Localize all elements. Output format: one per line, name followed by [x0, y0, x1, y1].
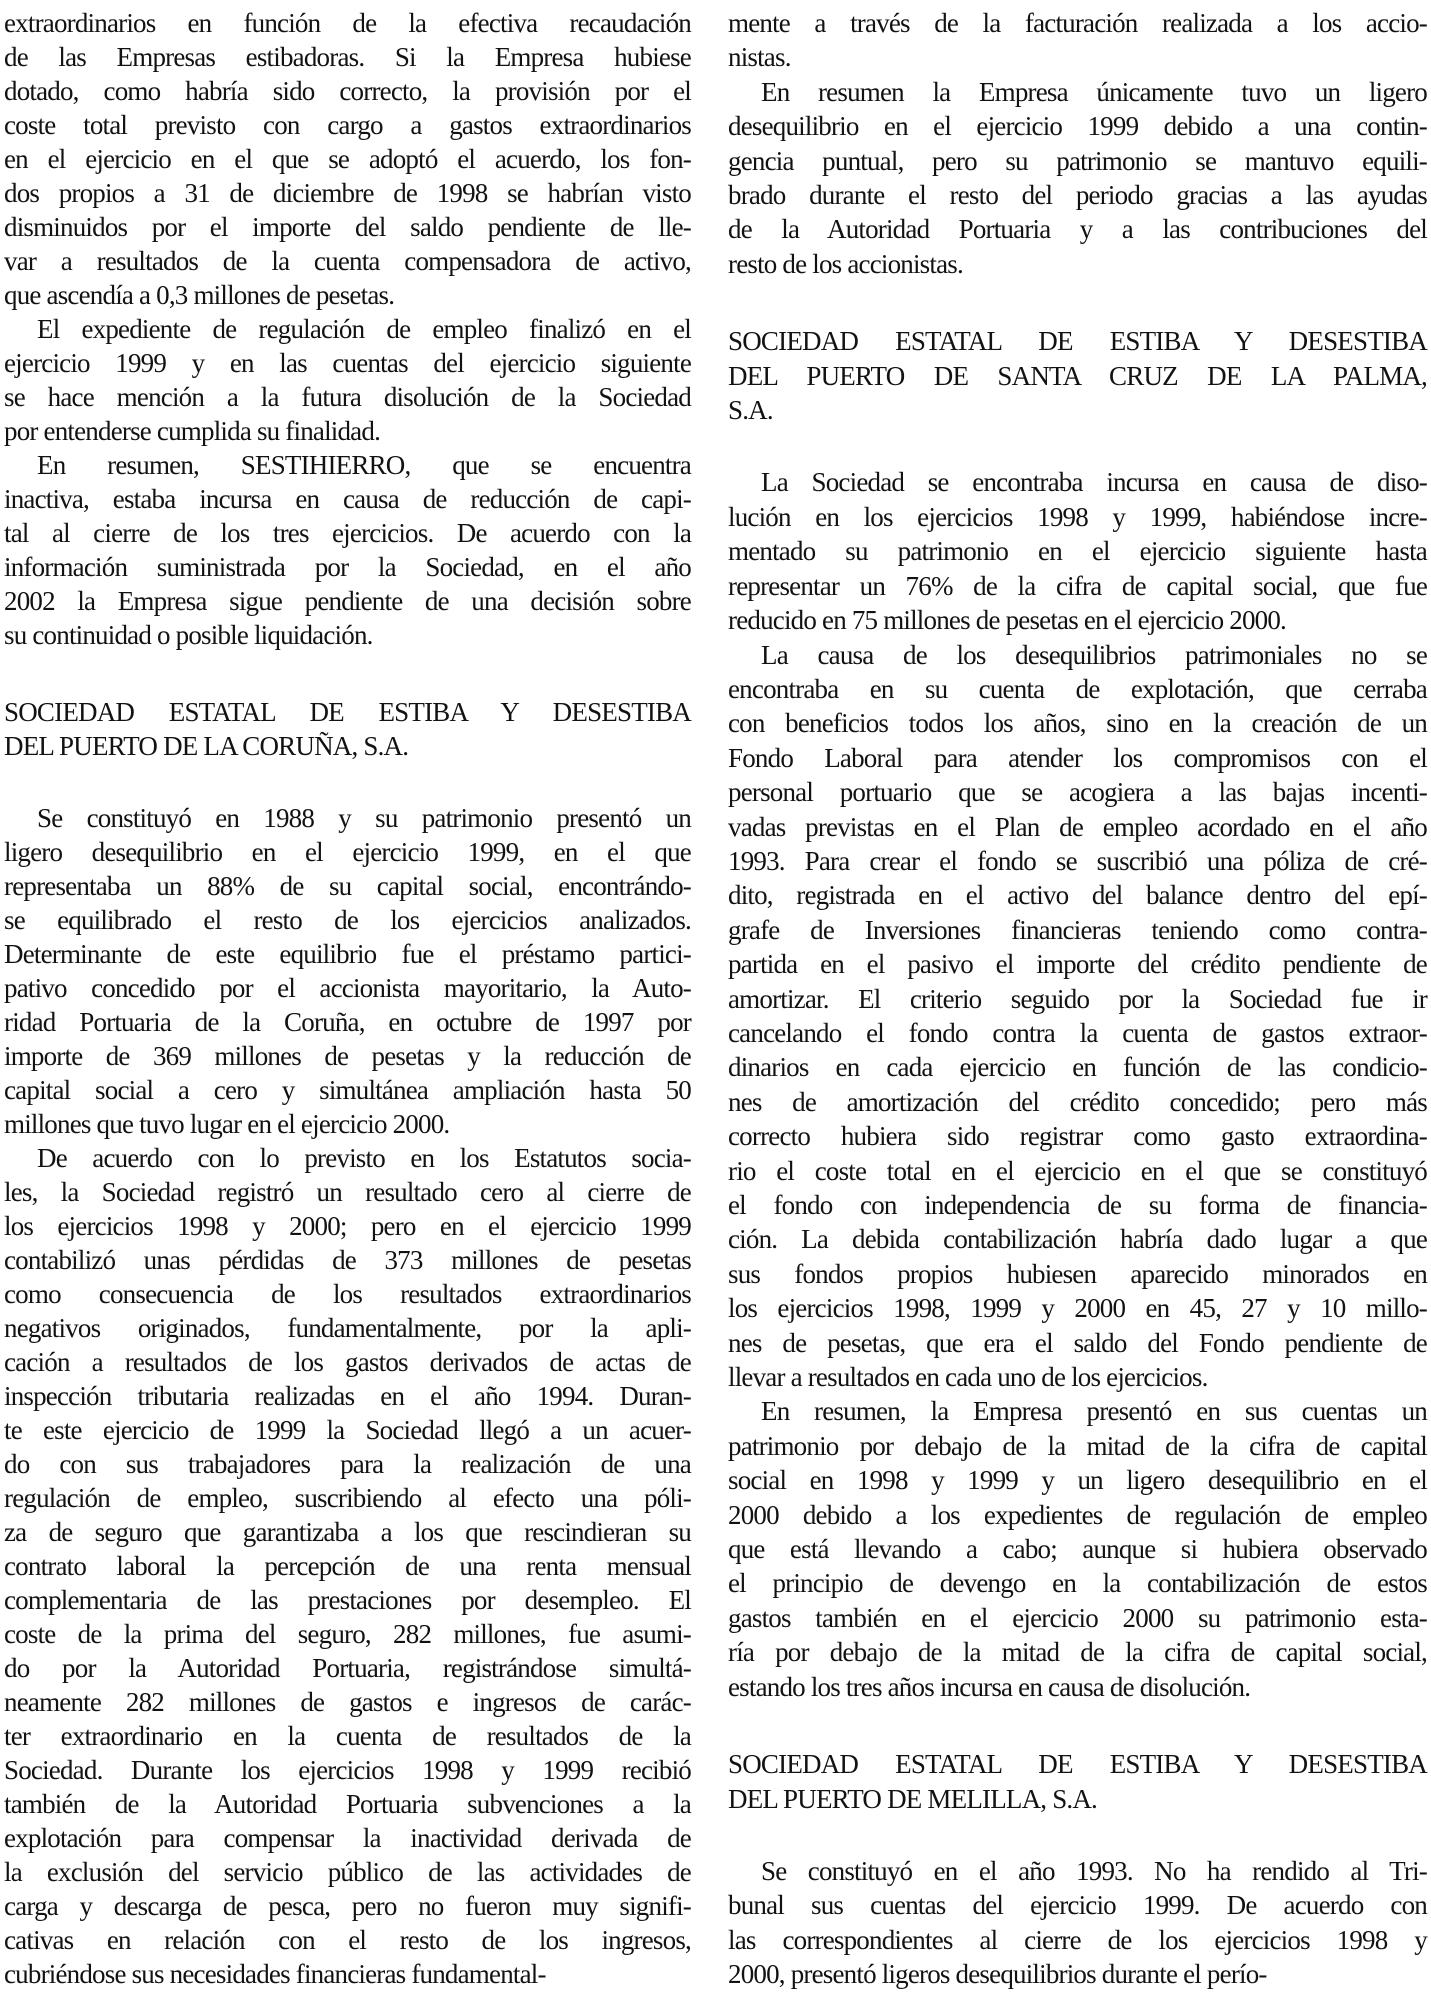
- text-line: extraordinarios en función de la efectiva recaudación: [4, 8, 691, 38]
- text-line: cativas en relación con el resto de los ingresos,: [4, 1925, 691, 1955]
- text-column-left: [4, 6, 691, 1991]
- text-line: En resumen la Empresa únicamente tuvo un ligero: [761, 76, 1427, 107]
- text-line: dotado, como habría sido correcto, la provisión por el: [4, 76, 691, 106]
- text-line: do con sus trabajadores para la realización de una: [4, 1449, 691, 1479]
- heading-line: S.A.: [728, 395, 773, 426]
- text-line: los ejercicios 1998, 1999 y 2000 en 45, 27 y 10 millo-: [728, 1293, 1427, 1324]
- text-line: los ejercicios 1998 y 2000; pero en el ejercicio 1999: [4, 1211, 691, 1241]
- text-line: contabilizó unas pérdidas de 373 millones de pesetas: [4, 1245, 691, 1275]
- text-line: encontraba en su cuenta de explotación, que cerraba: [728, 673, 1427, 704]
- text-line: mentado su patrimonio en el ejercicio siguiente hasta: [728, 536, 1427, 567]
- text-line: ligero desequilibrio en el ejercicio 1999, en el que: [4, 837, 691, 867]
- heading-line: SOCIEDAD ESTATAL DE ESTIBA Y DESESTIBA: [728, 326, 1427, 357]
- text-line: su continuidad o posible liquidación.: [4, 620, 373, 650]
- text-line: información suministrada por la Sociedad, en el año: [4, 552, 691, 582]
- text-line: el fondo con independencia de su forma de financia-: [728, 1190, 1427, 1220]
- text-line: por entenderse cumplida su finalidad.: [4, 416, 381, 446]
- text-line: con beneficios todos los años, sino en la creación de un: [728, 708, 1427, 739]
- text-line: amortizar. El criterio seguido por la Sociedad fue ir: [728, 983, 1427, 1014]
- text-line: sus fondos propios hubiesen aparecido minorados en: [728, 1258, 1427, 1289]
- text-line: ter extraordinario en la cuenta de resultados de la: [4, 1721, 691, 1751]
- text-line: ción. La debida contabilización habría dado lugar a que: [728, 1224, 1427, 1255]
- text-line: patrimonio por debajo de la mitad de la cifra de capital: [728, 1430, 1427, 1461]
- text-line: cubriéndose sus necesidades financieras fundamental-: [4, 1959, 546, 1989]
- text-line: tal al cierre de los tres ejercicios. De acuerdo con la: [4, 518, 691, 548]
- text-line: les, la Sociedad registró un resultado cero al cierre de: [4, 1177, 691, 1207]
- text-line: En resumen, la Empresa presentó en sus cuentas un: [761, 1396, 1427, 1427]
- text-line: social en 1998 y 1999 y un ligero desequilibrio en el: [728, 1465, 1427, 1496]
- text-line: 1993. Para crear el fondo se suscribió una póliza de cré-: [728, 845, 1427, 876]
- text-line: regulación de empleo, suscribiendo al efecto una póli-: [4, 1483, 691, 1513]
- text-line: Sociedad. Durante los ejercicios 1998 y 1999 recibió: [4, 1755, 691, 1785]
- text-line: se hace mención a la futura disolución de la Sociedad: [4, 382, 691, 412]
- paragraph: [728, 1394, 1427, 1704]
- text-line: 2002 la Empresa sigue pendiente de una decisión sobre: [4, 586, 691, 616]
- text-line: coste total previsto con cargo a gastos extraordinarios: [4, 110, 691, 140]
- text-line: pativo concedido por el accionista mayoritario, la Auto-: [4, 973, 691, 1003]
- text-line: millones que tuvo lugar en el ejercicio 2000.: [4, 1109, 450, 1139]
- text-line: brado durante el resto del periodo gracias a las ayudas: [728, 180, 1427, 211]
- text-line: inspección tributaria realizadas en el año 1994. Duran-: [4, 1381, 691, 1411]
- heading-line: SOCIEDAD ESTATAL DE ESTIBA Y DESESTIBA: [4, 697, 691, 727]
- text-line: capital social a cero y simultánea ampliación hasta 50: [4, 1075, 691, 1105]
- paragraph: [4, 801, 691, 1141]
- text-line: disminuidos por el importe del saldo pendiente de lle-: [4, 212, 691, 242]
- text-line: carga y descarga de pesca, pero no fueron muy signifi-: [4, 1891, 691, 1921]
- text-line: negativos originados, fundamentalmente, por la apli-: [4, 1313, 691, 1343]
- text-line: 2000, presentó ligeros desequilibrios durante el perío-: [728, 1959, 1267, 1990]
- paragraph: [4, 448, 691, 652]
- text-line: En resumen, SESTIHIERRO, que se encuentra: [37, 450, 691, 480]
- text-line: ría por debajo de la mitad de la cifra de capital social,: [728, 1637, 1427, 1668]
- text-line: Fondo Laboral para atender los compromisos con el: [728, 742, 1427, 773]
- text-line: desequilibrio en el ejercicio 1999 debido a una contin-: [728, 111, 1427, 142]
- section-heading: [728, 324, 1427, 427]
- text-line: dos propios a 31 de diciembre de 1998 se habrían visto: [4, 178, 691, 208]
- text-line: lución en los ejercicios 1998 y 1999, habiéndose incre-: [728, 501, 1427, 532]
- text-line: dinarios en cada ejercicio en función de las condicio-: [728, 1052, 1427, 1083]
- text-line: el principio de devengo en la contabilización de estos: [728, 1568, 1427, 1599]
- text-line: en el ejercicio en el que se adoptó el acuerdo, los fon-: [4, 144, 691, 174]
- heading-line: SOCIEDAD ESTATAL DE ESTIBA Y DESESTIBA: [728, 1749, 1427, 1780]
- text-line: coste de la prima del seguro, 282 millones, fue asumi-: [4, 1619, 691, 1649]
- text-line: de las Empresas estibadoras. Si la Empresa hubiese: [4, 42, 691, 72]
- text-line: nes de pesetas, que era el saldo del Fondo pendiente de: [728, 1327, 1427, 1358]
- text-line: nistas.: [728, 42, 791, 73]
- paragraph: [728, 638, 1427, 1395]
- paragraph: [4, 1141, 691, 1991]
- text-line: grafe de Inversiones financieras teniendo como contra-: [728, 914, 1427, 945]
- text-line: neamente 282 millones de gastos e ingresos de carác-: [4, 1687, 691, 1717]
- text-line: importe de 369 millones de pesetas y la reducción de: [4, 1041, 691, 1071]
- text-line: vadas previstas en el Plan de empleo acordado en el año: [728, 811, 1427, 842]
- heading-line: DEL PUERTO DE LA CORUÑA, S.A.: [4, 731, 409, 761]
- text-line: personal portuario que se acogiera a las bajas incenti-: [728, 777, 1427, 808]
- text-line: la exclusión del servicio público de las actividades de: [4, 1857, 691, 1887]
- text-line: mente a través de la facturación realizada a los accio-: [728, 8, 1427, 38]
- heading-line: DEL PUERTO DE MELILLA, S.A.: [728, 1783, 1098, 1814]
- text-line: se equilibrado el resto de los ejercicios analizados.: [4, 905, 691, 935]
- text-line: como consecuencia de los resultados extraordinarios: [4, 1279, 691, 1309]
- text-line: dito, registrada en el activo del balance dentro del epí-: [728, 880, 1427, 911]
- text-line: za de seguro que garantizaba a los que rescindieran su: [4, 1517, 691, 1547]
- text-line: las correspondientes al cierre de los ejercicios 1998 y: [728, 1924, 1427, 1955]
- text-line: también de la Autoridad Portuaria subvenciones a la: [4, 1789, 691, 1819]
- text-line: cación a resultados de los gastos derivados de actas de: [4, 1347, 691, 1377]
- text-line: partida en el pasivo el importe del crédito pendiente de: [728, 949, 1427, 980]
- text-line: bunal sus cuentas del ejercicio 1999. De acuerdo con: [728, 1890, 1427, 1921]
- text-line: nes de amortización del crédito concedido; pero más: [728, 1086, 1427, 1117]
- text-line: Determinante de este equilibrio fue el préstamo partici-: [4, 939, 691, 969]
- text-line: gastos también en el ejercicio 2000 su patrimonio esta-: [728, 1602, 1427, 1633]
- text-line: cancelando el fondo contra la cuenta de gastos extraor-: [728, 1017, 1427, 1048]
- text-line: ridad Portuaria de la Coruña, en octubre de 1997 por: [4, 1007, 691, 1037]
- text-line: te este ejercicio de 1999 la Sociedad llegó a un acuer-: [4, 1415, 691, 1445]
- text-line: de la Autoridad Portuaria y a las contribuciones del: [728, 214, 1427, 245]
- text-line: var a resultados de la cuenta compensadora de activo,: [4, 246, 691, 276]
- paragraph: [4, 312, 691, 448]
- text-line: complementaria de las prestaciones por desempleo. El: [4, 1585, 691, 1615]
- text-line: que está llevando a cabo; aunque si hubiera observado: [728, 1534, 1427, 1565]
- section-heading: [728, 1747, 1427, 1816]
- text-line: El expediente de regulación de empleo finalizó en el: [37, 314, 691, 344]
- text-line: gencia puntual, pero su patrimonio se mantuvo equili-: [728, 145, 1427, 176]
- text-line: contrato laboral la percepción de una renta mensual: [4, 1551, 691, 1581]
- text-line: La causa de los desequilibrios patrimoniales no se: [761, 639, 1427, 670]
- text-line: Se constituyó en 1988 y su patrimonio presentó un: [37, 803, 691, 833]
- paragraph: [728, 75, 1427, 281]
- text-line: reducido en 75 millones de pesetas en el ejercicio 2000.: [728, 605, 1286, 636]
- text-line: rio el coste total en el ejercicio en el que se constituyó: [728, 1155, 1427, 1186]
- text-line: De acuerdo con lo previsto en los Estatutos socia-: [37, 1143, 691, 1173]
- text-line: resto de los accionistas.: [728, 248, 963, 279]
- text-line: llevar a resultados en cada uno de los ejercicios.: [728, 1362, 1208, 1393]
- paragraph: [4, 6, 691, 312]
- heading-line: DEL PUERTO DE SANTA CRUZ DE LA PALMA,: [728, 360, 1427, 391]
- paragraph: [728, 1854, 1427, 1992]
- text-line: que ascendía a 0,3 millones de pesetas.: [4, 280, 395, 310]
- text-line: inactiva, estaba incursa en causa de reducción de capi-: [4, 484, 691, 514]
- text-line: representar un 76% de la cifra de capital social, que fue: [728, 570, 1427, 601]
- text-line: Se constituyó en el año 1993. No ha rendido al Tri-: [761, 1855, 1427, 1886]
- text-line: La Sociedad se encontraba incursa en causa de diso-: [761, 467, 1427, 498]
- text-line: correcto hubiera sido registrar como gasto extraordina-: [728, 1121, 1427, 1152]
- text-line: 2000 debido a los expedientes de regulación de empleo: [728, 1499, 1427, 1530]
- text-line: ejercicio 1999 y en las cuentas del ejercicio siguiente: [4, 348, 691, 378]
- text-column-right: [728, 6, 1427, 1992]
- section-heading: [4, 695, 691, 763]
- text-line: estando los tres años incursa en causa de disolución.: [728, 1671, 1251, 1702]
- paragraph: [728, 6, 1427, 75]
- text-line: do por la Autoridad Portuaria, registrándose simultá-: [4, 1653, 691, 1683]
- text-line: representaba un 88% de su capital social, encontrándo-: [4, 871, 691, 901]
- text-line: explotación para compensar la inactividad derivada de: [4, 1823, 691, 1853]
- paragraph: [728, 465, 1427, 637]
